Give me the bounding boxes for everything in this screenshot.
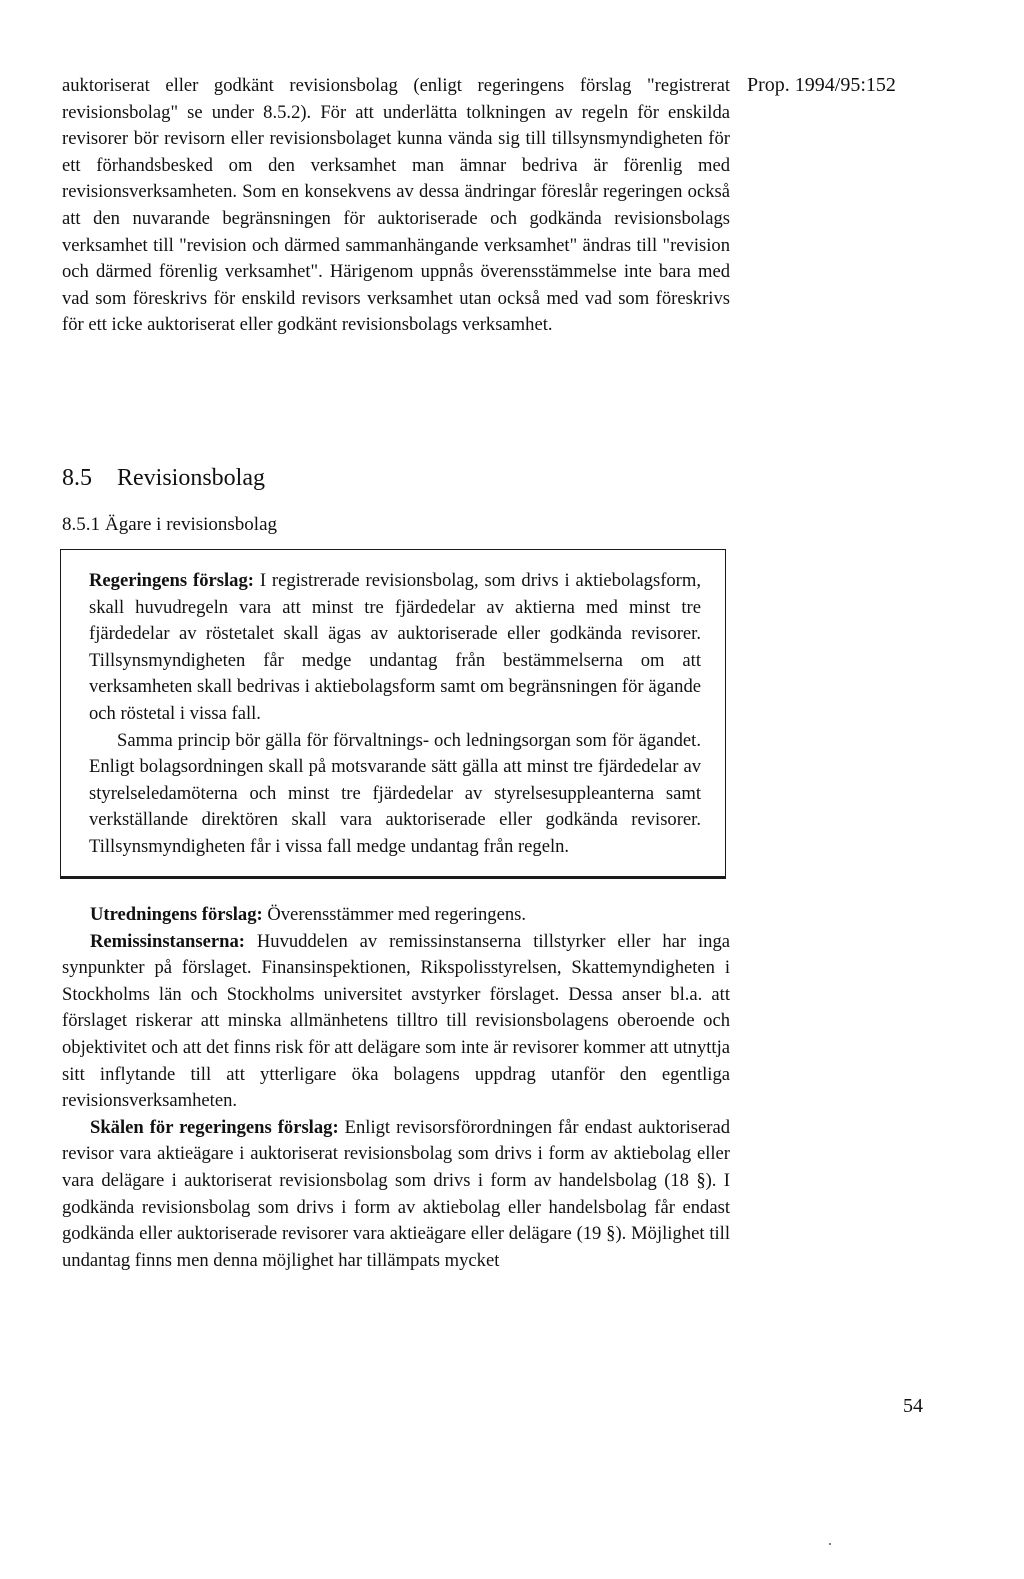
- scan-dot: [829, 1543, 831, 1545]
- proposal-paragraph-1: [89, 568, 701, 728]
- intro-section: [62, 73, 730, 339]
- referral-text: Huvuddelen av remissinstanserna tillstyrker eller har inga synpunkter på förslaget. Finansinspektionen, Rikspolisstyrelsen, Skattemyndigheten i Stockholms län och Stockholms universitet avstyrker förslaget. Dessa anser bl.a. att förslaget riskerar att minska allmänhetens tilltro till revisionsbolagens oberoende och objektivitet och att det finns risk för att delägare som inte är revisorer kommer att utnyttja sitt inflytande till att ytterligare öka bolagens uppdrag utanför den egentliga revisionsverksamheten.: [62, 930, 730, 1112]
- proposition-reference: Prop. 1994/95:152: [747, 74, 896, 96]
- referral-lead: Remissinstanserna:: [90, 930, 245, 952]
- inquiry-lead: Utredningens förslag:: [90, 904, 263, 925]
- section-heading: [62, 463, 265, 493]
- proposal-paragraph-1-text: I registrerade revisionsbolag, som drivs i aktiebolagsform, skall huvudregeln vara att minst tre fjärdedelar av aktierna med minst tre fjärdedelar av röstetalet skall ägas av auktoriserade eller godkända revisorer. Tillsynsmyndigheten får medge undantag från bestämmelserna om att verksamheten skall bedrivas i aktiebolagsform samt om begränsningen för ägande och röstetal i vissa fall.: [89, 570, 701, 724]
- subsection-title: Ägare i revisionsbolag: [105, 514, 278, 535]
- inquiry-proposal-paragraph: [62, 902, 730, 929]
- subsection-number: 8.5.1: [62, 514, 100, 535]
- subsection-heading: [62, 512, 277, 538]
- section-title: Revisionsbolag: [117, 465, 265, 491]
- referral-bodies-paragraph: [62, 929, 730, 1115]
- reasons-paragraph: [62, 1115, 730, 1275]
- proposal-text: [89, 568, 701, 861]
- page-number: 54: [903, 1395, 923, 1417]
- discussion-section: [62, 902, 730, 1274]
- intro-paragraph: auktoriserat eller godkänt revisionsbolag (enligt regeringens förslag "registrerat revisionsbolag" se under 8.5.2). För att underlätta tolkningen av regeln för enskilda revisorer bör revisorn eller revisionsbolaget kunna vända sig till tillsynsmyndigheten för ett förhandsbesked om den verksamhet man ämnar bedriva är förenlig med revisionsverksamheten. Som en konsekvens av dessa ändringar föreslår regeringen också att den nuvarande begränsningen för auktoriserade och godkända revisionsbolags verksamhet till "revision och därmed sammanhängande verksamhet" ändras till "revision och därmed förenlig verksamhet". Härigenom uppnås överensstämmelse inte bara med vad som föreskrivs för enskild revisors verksamhet utan också med vad som föreskrivs för ett icke auktoriserat eller godkänt revisionsbolags verksamhet.: [62, 75, 730, 336]
- section-number: 8.5: [62, 465, 92, 491]
- inquiry-text: Överensstämmer med regeringens.: [262, 904, 527, 925]
- reasons-text: Enligt revisorsförordningen får endast auktoriserad revisor vara aktieägare i auktoriserat revisionsbolag som drivs i form av aktiebolag eller vara delägare i auktoriserat revisionsbolag som drivs i form av handelsbolag (18 §). I godkända revisionsbolag som drivs i form av aktiebolag eller handelsbolag får endast godkända eller auktoriserade revisorer vara aktieägare eller delägare (19 §). Möjlighet till undantag finns men denna möjlighet har tillämpats mycket: [62, 1116, 730, 1271]
- proposal-lead: Regeringens förslag:: [89, 570, 254, 591]
- government-proposal-box: [60, 549, 726, 879]
- reasons-lead: Skälen för regeringens förslag:: [90, 1116, 339, 1138]
- proposal-paragraph-2: Samma princip bör gälla för förvaltnings- och ledningsorgan som för ägandet. Enligt bolagsordningen skall på motsvarande sätt gälla att minst tre fjärdedelar av styrelseledamöterna och minst tre fjärdedelar av styrelsesuppleanterna samt verkställande direktören skall vara auktoriserade eller godkända revisorer. Tillsynsmyndigheten får i vissa fall medge undantag från regeln.: [89, 729, 701, 857]
